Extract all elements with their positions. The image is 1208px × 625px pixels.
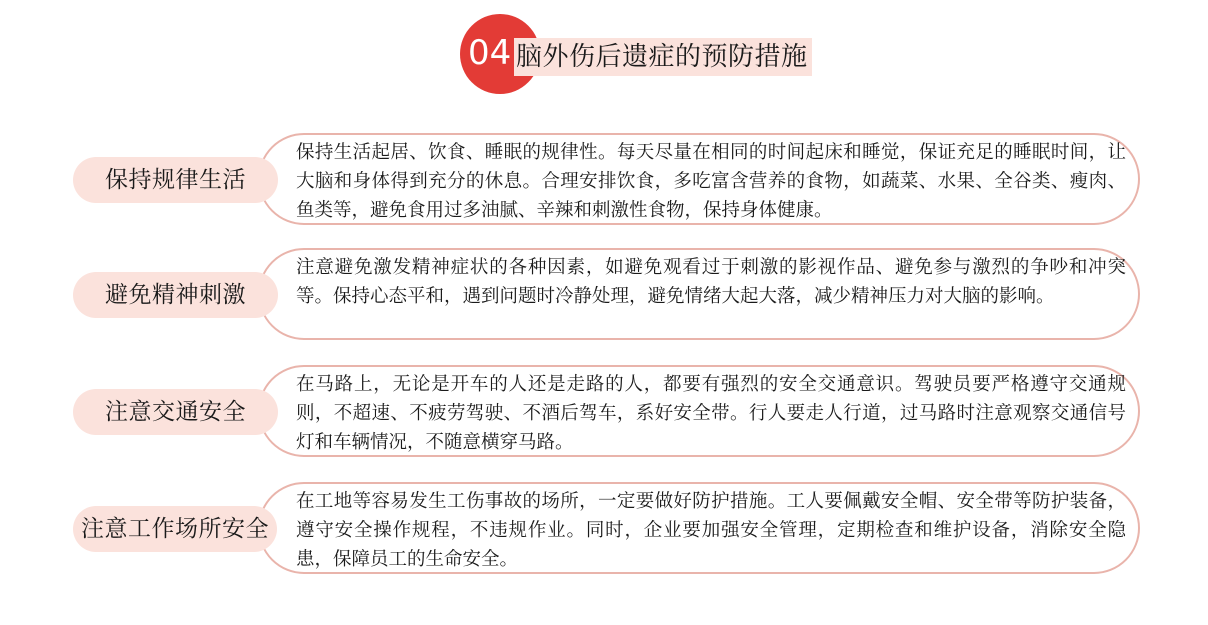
- measure-label-pill: [73, 506, 277, 552]
- measure-label-pill: [73, 272, 278, 318]
- section-title: 脑外伤后遗症的预防措施: [516, 42, 808, 72]
- section-title-box: [514, 38, 812, 76]
- measure-label: 保持规律生活: [105, 167, 246, 193]
- measure-row-2: [0, 248, 1208, 344]
- measure-description: 保持生活起居、饮食、睡眠的规律性。每天尽量在相同的时间起床和睡觉，保证充足的睡眠时间，让大脑和身体得到充分的休息。合理安排饮食，多吃富含营养的食物，如蔬菜、水果、全谷类、瘦肉、鱼类等，避免食用过多油腻、辛辣和刺激性食物，保持身体健康。: [296, 142, 1126, 221]
- measure-label: 避免精神刺激: [105, 282, 246, 308]
- measure-label: 注意工作场所安全: [81, 516, 269, 542]
- measure-row-3: [0, 365, 1208, 461]
- section-number: 04: [468, 33, 512, 73]
- measure-label: 注意交通安全: [105, 399, 246, 425]
- measure-label-pill: [73, 157, 278, 203]
- measure-description: 在马路上，无论是开车的人还是走路的人，都要有强烈的安全交通意识。驾驶员要严格遵守交通规则，不超速、不疲劳驾驶、不酒后驾车，系好安全带。行人要走人行道，过马路时注意观察交通信号灯和车辆情况，不随意横穿马路。: [296, 374, 1126, 453]
- measure-row-1: [0, 133, 1208, 229]
- measure-description: 在工地等容易发生工伤事故的场所，一定要做好防护措施。工人要佩戴安全帽、安全带等防护装备，遵守安全操作规程，不违规作业。同时，企业要加强安全管理，定期检查和维护设备，消除安全隐患，保障员工的生命安全。: [296, 491, 1126, 570]
- measure-description: 注意避免激发精神症状的各种因素，如避免观看过于刺激的影视作品、避免参与激烈的争吵和冲突等。保持心态平和，遇到问题时冷静处理，避免情绪大起大落，减少精神压力对大脑的影响。: [296, 257, 1126, 307]
- measure-row-4: [0, 482, 1208, 578]
- measure-label-pill: [73, 389, 278, 435]
